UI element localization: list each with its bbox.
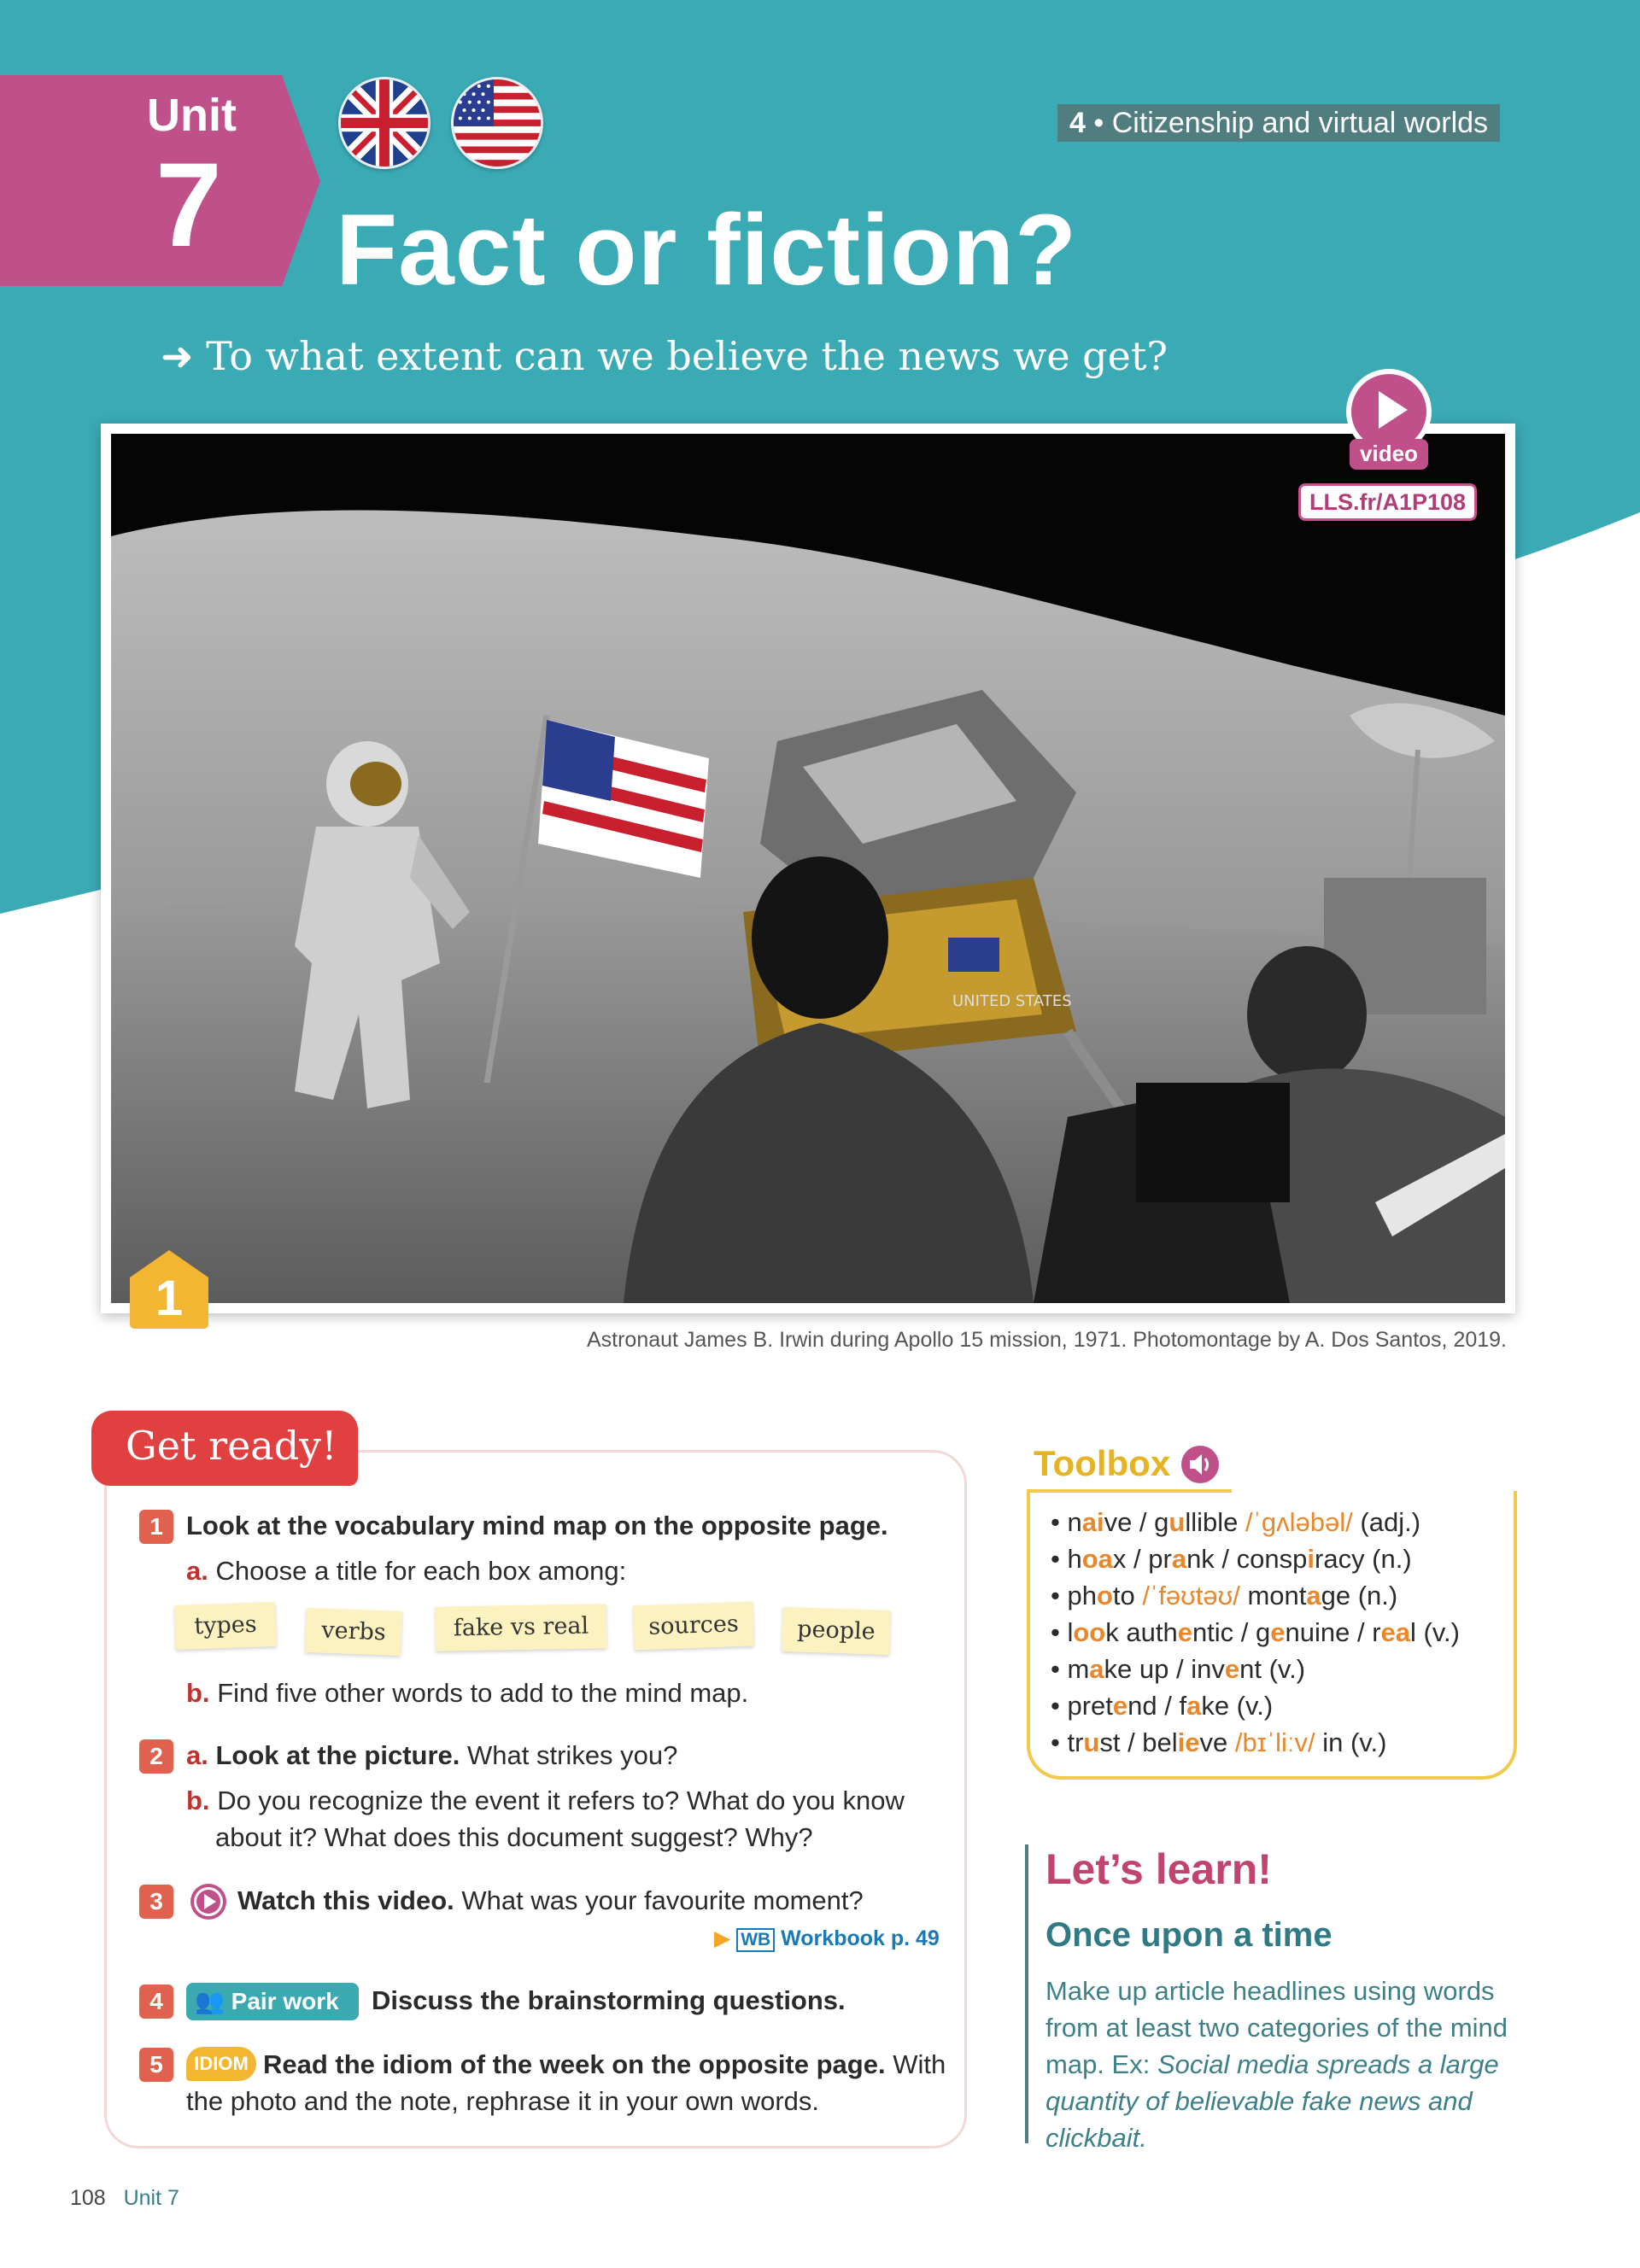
footer-unit: Unit 7 xyxy=(123,2186,179,2210)
task-4: Discuss the brainstorming questions. xyxy=(372,1985,846,2015)
toolbox-title: Toolbox xyxy=(1034,1443,1171,1483)
chip-people: people xyxy=(782,1607,891,1655)
uk-flag-icon xyxy=(338,77,430,169)
page-footer xyxy=(70,2186,179,2211)
toolbox-line: • make up / invent (v.) xyxy=(1051,1654,1306,1684)
workbook-icon: WB xyxy=(736,1928,775,1952)
workbook-label: Workbook p. 49 xyxy=(781,1926,940,1950)
lets-learn-bar xyxy=(1025,1844,1028,2143)
lander-label: UNITED STATES xyxy=(952,992,1072,1010)
chip-sources: sources xyxy=(633,1602,754,1651)
workbook-link[interactable] xyxy=(714,1926,940,1952)
task-number: 3 xyxy=(139,1885,173,1919)
toolbox-line: • hoax / prank / conspiracy (n.) xyxy=(1051,1544,1412,1574)
chip-fake-vs-real: fake vs real xyxy=(436,1604,607,1651)
toolbox-line: • trust / believe /bɪˈliːv/ in (v.) xyxy=(1051,1727,1387,1757)
chip-types: types xyxy=(174,1602,277,1650)
chapter-label: • Citizenship and virtual worlds xyxy=(1093,107,1489,139)
chip-verbs: verbs xyxy=(305,1608,402,1656)
audio-icon[interactable] xyxy=(1180,1445,1220,1484)
video-label[interactable]: video xyxy=(1350,439,1428,470)
task-1b: b. Find five other words to add to the mind map. xyxy=(186,1678,749,1708)
play-icon[interactable] xyxy=(190,1883,227,1920)
pair-work-tag xyxy=(186,1983,359,2020)
chapter-number: 4 xyxy=(1069,107,1086,139)
task-1a: a. Choose a title for each box among: xyxy=(186,1556,627,1586)
moon-landing-photo xyxy=(111,434,1505,1303)
task-3: Watch this video. What was your favourite moment? xyxy=(237,1885,864,1915)
get-ready-heading xyxy=(91,1411,358,1486)
chapter-badge xyxy=(1057,104,1500,142)
lets-learn-subtitle: Once upon a time xyxy=(1046,1916,1332,1954)
page-subtitle: ➜ To what extent can we believe the news we get? xyxy=(161,333,1168,379)
unit-label: Unit xyxy=(147,90,237,141)
task-2b-cont: about it? What does this document suggest? Why? xyxy=(215,1822,813,1852)
lets-learn-title: Let’s learn! xyxy=(1046,1845,1272,1893)
video-link[interactable]: LLS.fr/A1P108 xyxy=(1298,483,1477,521)
toolbox-line: • look authentic / genuine / real (v.) xyxy=(1051,1617,1460,1647)
photo-number: 1 xyxy=(155,1271,184,1326)
photo-number-badge xyxy=(128,1248,210,1330)
arrow-right-icon: ▶ xyxy=(714,1926,731,1950)
task-number: 2 xyxy=(139,1739,173,1774)
toolbox-line: • pretend / fake (v.) xyxy=(1051,1691,1274,1721)
task-1-instruction: Look at the vocabulary mind map on the opposite page. xyxy=(186,1511,888,1540)
lets-learn-body: Make up article headlines using words from at least two categories of the mind map. Ex: Social media spreads a large quantity of believable fake news and clickbait. xyxy=(1046,1976,1508,2153)
toolbox-divider xyxy=(1027,1489,1232,1493)
idiom-tag: IDIOM xyxy=(186,2047,256,2081)
main-photo-frame xyxy=(101,424,1515,1313)
page-title: Fact or fiction? xyxy=(336,194,1078,307)
page-number: 108 xyxy=(70,2186,106,2210)
task-number: 1 xyxy=(139,1510,173,1544)
get-ready-heading-text: Get ready! xyxy=(126,1423,337,1469)
unit-number: 7 xyxy=(155,137,222,272)
task-5: Read the idiom of the week on the opposite page. With xyxy=(263,2049,946,2079)
photo-caption: Astronaut James B. Irwin during Apollo 15 mission, 1971. Photomontage by A. Dos Santos, 2019. xyxy=(586,1328,1507,1352)
task-5-cont: the photo and the note, rephrase it in your own words. xyxy=(186,2086,820,2116)
people-icon: 👥 xyxy=(195,1988,225,2014)
task-2b: b. Do you recognize the event it refers to? What do you know xyxy=(186,1786,905,1815)
task-number: 5 xyxy=(139,2048,173,2082)
toolbox-line: • naive / gullible /ˈɡʌləbəl/ (adj.) xyxy=(1051,1507,1421,1537)
task-number: 4 xyxy=(139,1984,173,2019)
task-2a: a. Look at the picture. What strikes you? xyxy=(186,1740,678,1770)
toolbox-line: • photo /ˈfəʊtəʊ/ montage (n.) xyxy=(1051,1581,1398,1610)
us-flag-icon xyxy=(451,77,543,169)
pair-work-label: Pair work xyxy=(231,1988,339,2014)
